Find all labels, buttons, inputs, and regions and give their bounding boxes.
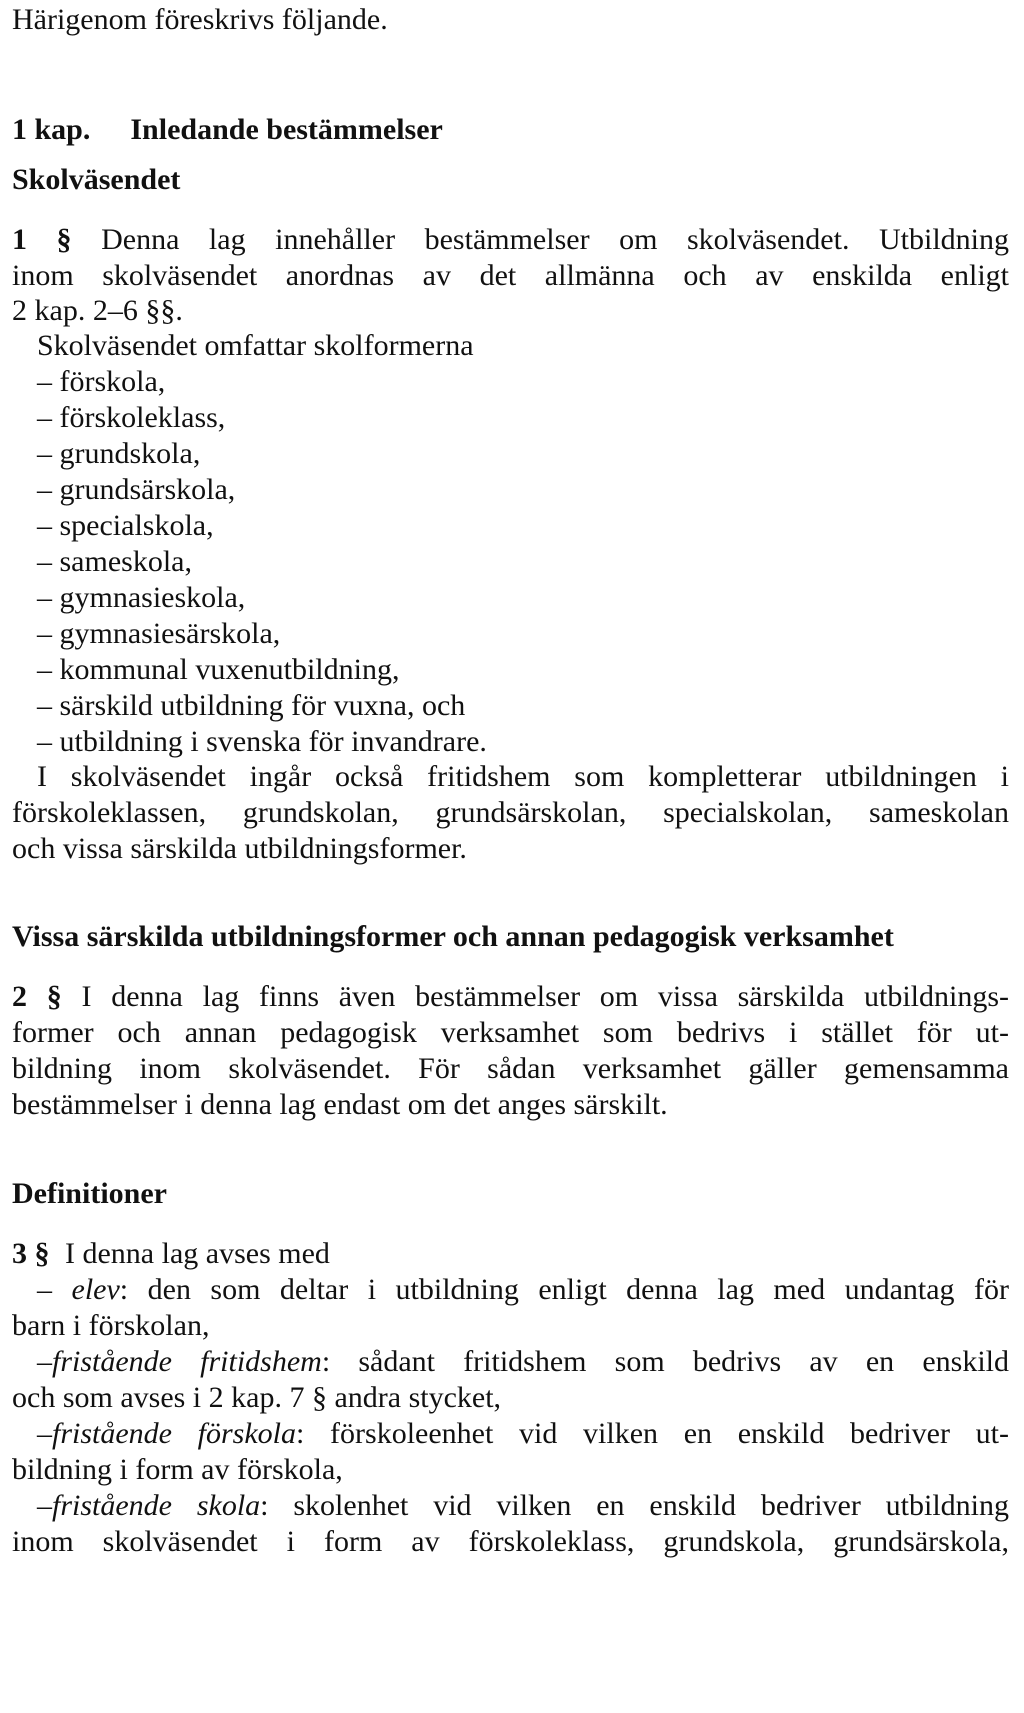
paragraph-line: former och annan pedagogisk verksamhet som bedrivs i stället för ut- (12, 1016, 1009, 1049)
paragraph-line: förskoleklassen, grundskolan, grundsärskolan, specialskolan, sameskolan (12, 796, 1009, 829)
list-item: – specialskola, (37, 509, 214, 542)
paragraph-line: bildning inom skolväsendet. För sådan verksamhet gäller gemensamma (12, 1052, 1009, 1085)
definition-line: barn i förskolan, (12, 1309, 210, 1342)
paragraph-text: Skolväsendet omfattar skolformerna (37, 329, 474, 362)
definition-term: fristående skola (52, 1489, 261, 1522)
paragraph-1-line (12, 222, 1009, 258)
paragraph-line: 2 kap. 2–6 §§. (12, 294, 183, 327)
paragraph-number: 1 (12, 223, 27, 256)
chapter-heading (12, 112, 443, 148)
section-heading-sarskilda: Vissa särskilda utbildningsformer och annan pedagogisk verksamhet (12, 920, 894, 953)
section-symbol: § (56, 223, 72, 256)
list-item: – kommunal vuxenutbildning, (37, 653, 400, 686)
section-symbol: § (46, 980, 62, 1013)
definition-line: –fristående skola: skolenhet vid vilken en enskild bedriver utbildning (37, 1489, 1010, 1522)
list-item: – förskola, (37, 365, 166, 398)
definition-text: sådant fritidshem som bedrivs av en enskild (358, 1345, 1010, 1378)
section-heading-skolvasendet: Skolväsendet (12, 163, 181, 196)
definition-line: bildning i form av förskola, (12, 1453, 343, 1486)
definition-text: förskoleenhet vid vilken en enskild bedriver ut- (330, 1417, 1009, 1450)
list-item: – utbildning i svenska för invandrare. (37, 725, 487, 758)
list-item: – sameskola, (37, 545, 192, 578)
definition-line: –fristående fritidshem: sådant fritidshem som bedrivs av en enskild (37, 1345, 1010, 1378)
paragraph-line: bestämmelser i denna lag endast om det anges särskilt. (12, 1088, 668, 1121)
paragraph-text: Denna lag innehåller bestämmelser om skolväsendet. Utbildning (101, 223, 1009, 256)
definition-term: elev (71, 1273, 120, 1306)
paragraph-line: inom skolväsendet anordnas av det allmänna och av enskilda enligt (12, 259, 1009, 292)
definition-line: och som avses i 2 kap. 7 § andra stycket, (12, 1381, 502, 1414)
definition-line: –fristående förskola: förskoleenhet vid vilken en enskild bedriver ut- (37, 1417, 1009, 1450)
definition-text: den som deltar i utbildning enligt denna lag med undantag för (147, 1273, 1010, 1306)
definition-line: inom skolväsendet i form av förskoleklass, grundskola, grundsärskola, (12, 1525, 1009, 1558)
section-heading-definitioner: Definitioner (12, 1177, 167, 1210)
section-symbol: § (34, 1237, 50, 1270)
list-item: – gymnasieskola, (37, 581, 246, 614)
definition-text: skolenhet vid vilken en enskild bedriver utbildning (293, 1489, 1010, 1522)
paragraph-2-line (12, 979, 1009, 1015)
paragraph-text: I denna lag avses med (65, 1237, 330, 1270)
list-item: – grundskola, (37, 437, 201, 470)
list-item: – grundsärskola, (37, 473, 236, 506)
definition-term: fristående förskola (52, 1417, 297, 1450)
definition-term: fristående fritidshem (52, 1345, 322, 1378)
paragraph-line: och vissa särskilda utbildningsformer. (12, 832, 467, 865)
list-item: – gymnasiesärskola, (37, 617, 281, 650)
definition-line: – elev: den som deltar i utbildning enligt denna lag med undantag för (37, 1273, 1010, 1306)
paragraph-line: I skolväsendet ingår också fritidshem som kompletterar utbildningen i (37, 760, 1009, 793)
chapter-title: Inledande bestämmelser (130, 113, 443, 146)
list-item: – särskild utbildning för vuxna, och (37, 689, 466, 722)
list-item: – förskoleklass, (37, 401, 226, 434)
paragraph-number: 3 (12, 1237, 27, 1270)
paragraph-3-line (12, 1236, 330, 1272)
intro-text: Härigenom föreskrivs följande. (12, 3, 388, 36)
chapter-number: 1 kap. (12, 113, 91, 146)
paragraph-text: I denna lag finns även bestämmelser om vissa särskilda utbildnings- (81, 980, 1010, 1013)
paragraph-number: 2 (12, 980, 27, 1013)
